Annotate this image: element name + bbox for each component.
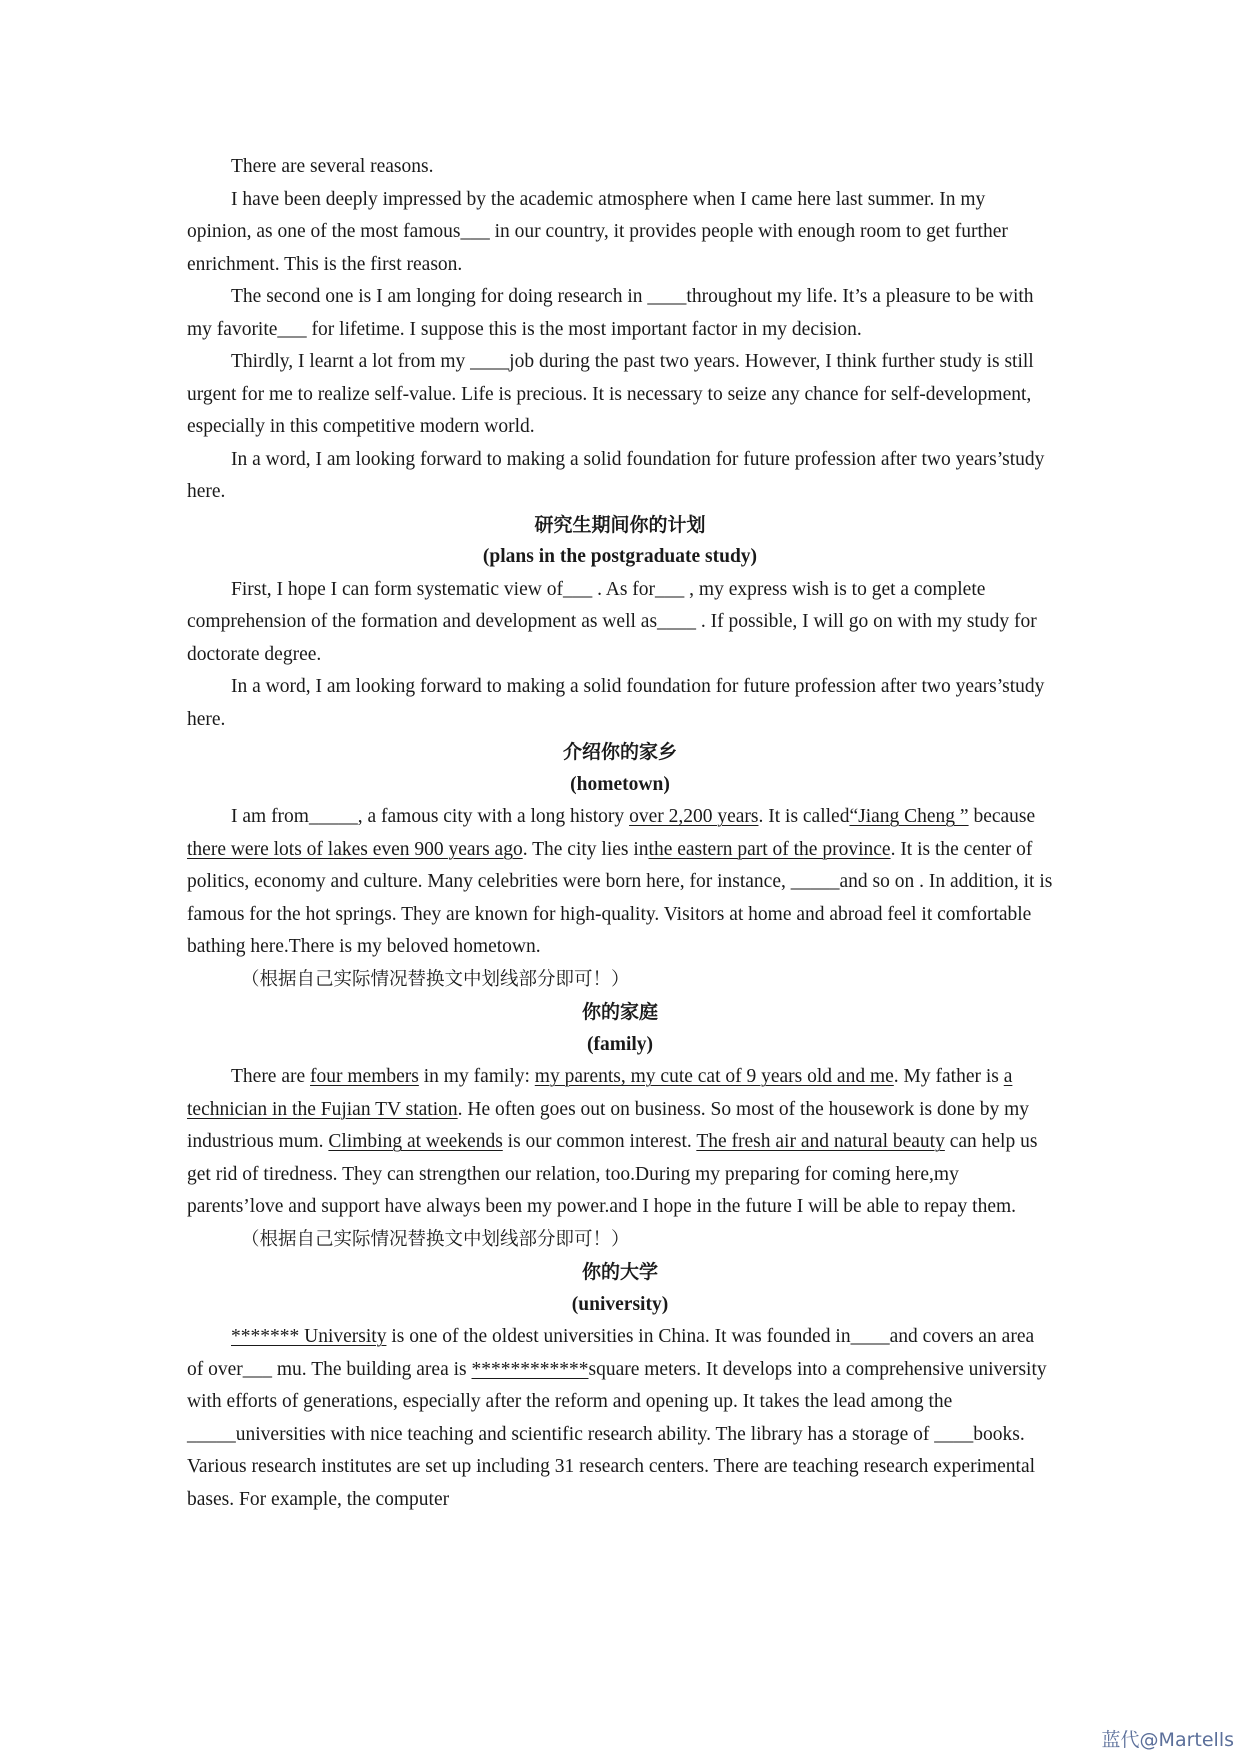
text-run: can help us get rid of tiredness. They can strengthen our relation, too.During my preparing for coming here,my parents’love and support have always been my power.and I hope in the future I will be able to repay them.: [187, 1131, 1038, 1217]
section-title-family-zh: 你的家庭: [581, 1001, 658, 1023]
text-run: square meters. It develops into a comprehensive university with efforts of generations, especially after the reform and opening up. It takes the lead among the _____universities with nice teaching and scientific research ability. The library has a storage of ____books. Various research institutes are set up including 31 research centers. There are teaching research experimental bases. For example, the computer: [187, 1358, 1047, 1510]
underlined-phrase: the eastern part of the province: [648, 838, 891, 860]
underlined-phrase: a technician in the Fujian TV station: [187, 1066, 1013, 1120]
document-body: [187, 151, 1053, 1516]
section-title-university-zh: 你的大学: [581, 1261, 658, 1283]
section-title-hometown-zh: 介绍你的家乡: [562, 741, 677, 763]
text-run: I am from_____, a famous city with a long history: [231, 806, 630, 827]
section-title-family-en: (family): [586, 1033, 654, 1055]
hometown-note: （根据自己实际情况替换文中划线部分即可！）: [241, 968, 630, 990]
paragraph-reason-second: The second one is I am longing for doing research in ____throughout my life. It’s a pleasure to be with my favorite___ for lifetime. I suppose this is the most important factor in my decision.: [187, 286, 1034, 340]
paragraph-hometown: [187, 801, 1053, 964]
section-title-plans-zh: 研究生期间你的计划: [534, 513, 706, 536]
text-run: . My father is: [893, 1066, 1004, 1087]
paragraph-reasons-intro: There are several reasons.: [231, 156, 434, 177]
underlined-phrase: my parents, my cute cat of 9 years old and me: [534, 1066, 894, 1087]
text-run: is our common interest.: [502, 1131, 697, 1152]
paragraph-conclusion: In a word, I am looking forward to making a solid foundation for future profession after two years’study here.: [187, 448, 1045, 502]
paragraph-family: [187, 1061, 1053, 1224]
section-title-university-en: (university): [571, 1293, 669, 1315]
paragraph-reason-first: I have been deeply impressed by the academic atmosphere when I came here last summer. In my opinion, as one of the most famous___ in our country, it provides people with enough room to get further enrichment. This is the first reason.: [187, 188, 1008, 275]
paragraph-university: [187, 1321, 1053, 1516]
underlined-phrase: there were lots of lakes even 900 years ago: [187, 838, 523, 860]
underlined-phrase: Climbing at weekends: [328, 1131, 503, 1152]
paragraph-plans: First, I hope I can form systematic view of___ . As for___ , my express wish is to get a complete comprehension of the formation and development as well as____ . If possible, I will go on with my study for doctorate degree.: [187, 578, 1037, 665]
section-title-hometown-en: (hometown): [570, 773, 670, 795]
text-run: because: [968, 806, 1036, 827]
underlined-phrase: ************: [471, 1358, 589, 1380]
text-run: . It is the center of politics, economy and culture. Many celebrities were born here, for instance, _____and so on . In addition, it is famous for the hot springs. They are known for high-quality. Visitors at home and abroad feel it comfortable bathing here.There is my beloved hometown.: [187, 838, 1053, 957]
text-run: . He often goes out on business. So most of the housework is done by my industrious mum.: [187, 1098, 1030, 1152]
text-run: There are: [231, 1066, 311, 1087]
text-run: . It is called: [758, 806, 850, 827]
text-run: . The city lies in: [522, 838, 649, 860]
underlined-phrase: ******* University: [231, 1326, 387, 1347]
family-note: （根据自己实际情况替换文中划线部分即可！）: [241, 1228, 630, 1250]
underlined-phrase: “Jiang Cheng ”: [849, 806, 969, 827]
section-title-plans-en: (plans in the postgraduate study): [482, 546, 758, 567]
text-run: is one of the oldest universities in China. It was founded in____and covers an area of over___ mu. The building area is: [187, 1326, 1035, 1380]
underlined-phrase: over 2,200 years: [629, 806, 759, 827]
underlined-phrase: The fresh air and natural beauty: [696, 1131, 945, 1152]
watermark: 蓝代@Martells: [1101, 1729, 1234, 1751]
paragraph-plans-conclusion: In a word, I am looking forward to making a solid foundation for future profession after two years’study here.: [187, 676, 1045, 730]
paragraph-reason-third: Thirdly, I learnt a lot from my ____job during the past two years. However, I think further study is still urgent for me to realize self-value. Life is precious. It is necessary to seize any chance for self-development, especially in this competitive modern world.: [187, 351, 1034, 437]
text-run: in my family:: [418, 1066, 535, 1087]
underlined-phrase: four members: [310, 1066, 419, 1087]
